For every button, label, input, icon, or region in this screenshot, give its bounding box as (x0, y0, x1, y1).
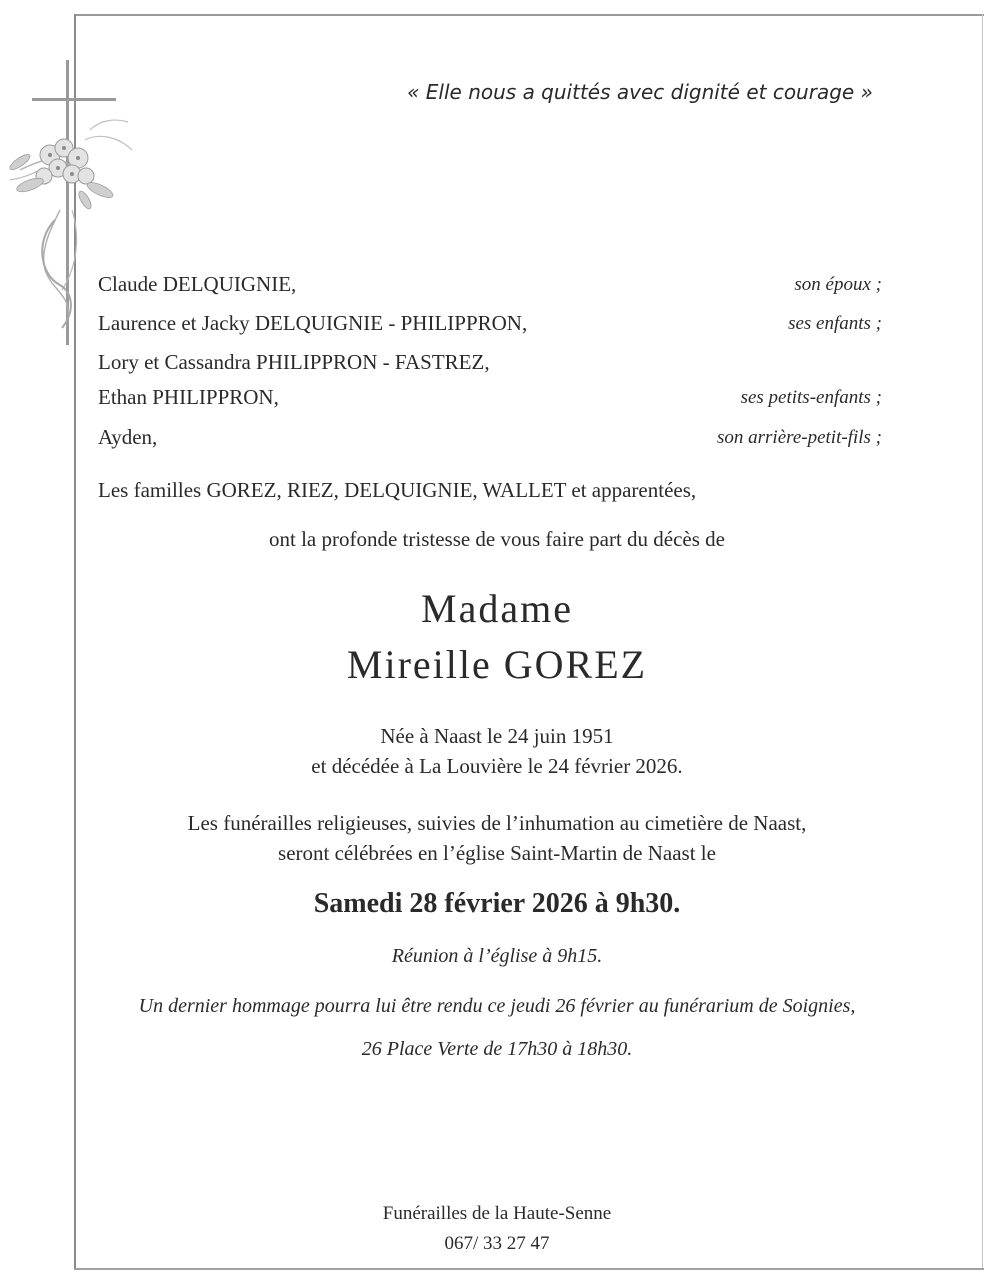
families-line: Les familles GOREZ, RIEZ, DELQUIGNIE, WALLET et apparentées, (98, 478, 697, 502)
funeral-line: Les funérailles religieuses, suivies de l’inhumation au cimetière de Naast, (187, 811, 807, 835)
relative-row (98, 385, 882, 417)
cross-flowers-icon (0, 60, 140, 350)
relative-role: son époux ; (794, 274, 882, 295)
funeral-home-phone: 067/ 33 27 47 (444, 1233, 550, 1254)
relative-row (98, 272, 882, 304)
relative-role: ses enfants ; (788, 313, 882, 334)
tribute-line: Un dernier hommage pourra lui être rendu ce jeudi 26 février au funérarium de Soignies, (138, 995, 856, 1017)
service-date: Samedi 28 février 2026 à 9h30. (313, 888, 681, 919)
frame-top-border (74, 14, 984, 16)
relative-name: Claude DELQUIGNIE, (98, 272, 297, 296)
death-line: et décédée à La Louvière le 24 février 2026. (311, 754, 683, 778)
birth-line: Née à Naast le 24 juin 1951 (380, 724, 614, 748)
deceased-name: Mireille GOREZ (346, 642, 648, 687)
meeting-line: Réunion à l’église à 9h15. (391, 945, 603, 967)
announcement-intro: ont la profonde tristesse de vous faire part du décès de (268, 527, 725, 551)
tribute-line: 26 Place Verte de 17h30 à 18h30. (361, 1038, 633, 1060)
deceased-title: Madame (421, 586, 573, 631)
quote: « Elle nous a quittés avec dignité et courage » (407, 80, 873, 104)
relative-name: Lory et Cassandra PHILIPPRON - FASTREZ, (98, 350, 490, 374)
relative-name: Ethan PHILIPPRON, (98, 385, 279, 409)
frame-bottom-border (74, 1268, 984, 1270)
funeral-line: seront célébrées en l’église Saint-Martin de Naast le (278, 841, 716, 865)
funeral-home-name: Funérailles de la Haute-Senne (382, 1203, 612, 1224)
relative-name: Laurence et Jacky DELQUIGNIE - PHILIPPRON, (98, 311, 528, 335)
relative-name: Ayden, (98, 425, 158, 449)
relative-row (98, 350, 882, 382)
relative-role: son arrière-petit-fils ; (717, 427, 882, 448)
relative-row (98, 311, 882, 343)
relative-row (98, 425, 882, 457)
relative-role: ses petits-enfants ; (740, 387, 882, 408)
